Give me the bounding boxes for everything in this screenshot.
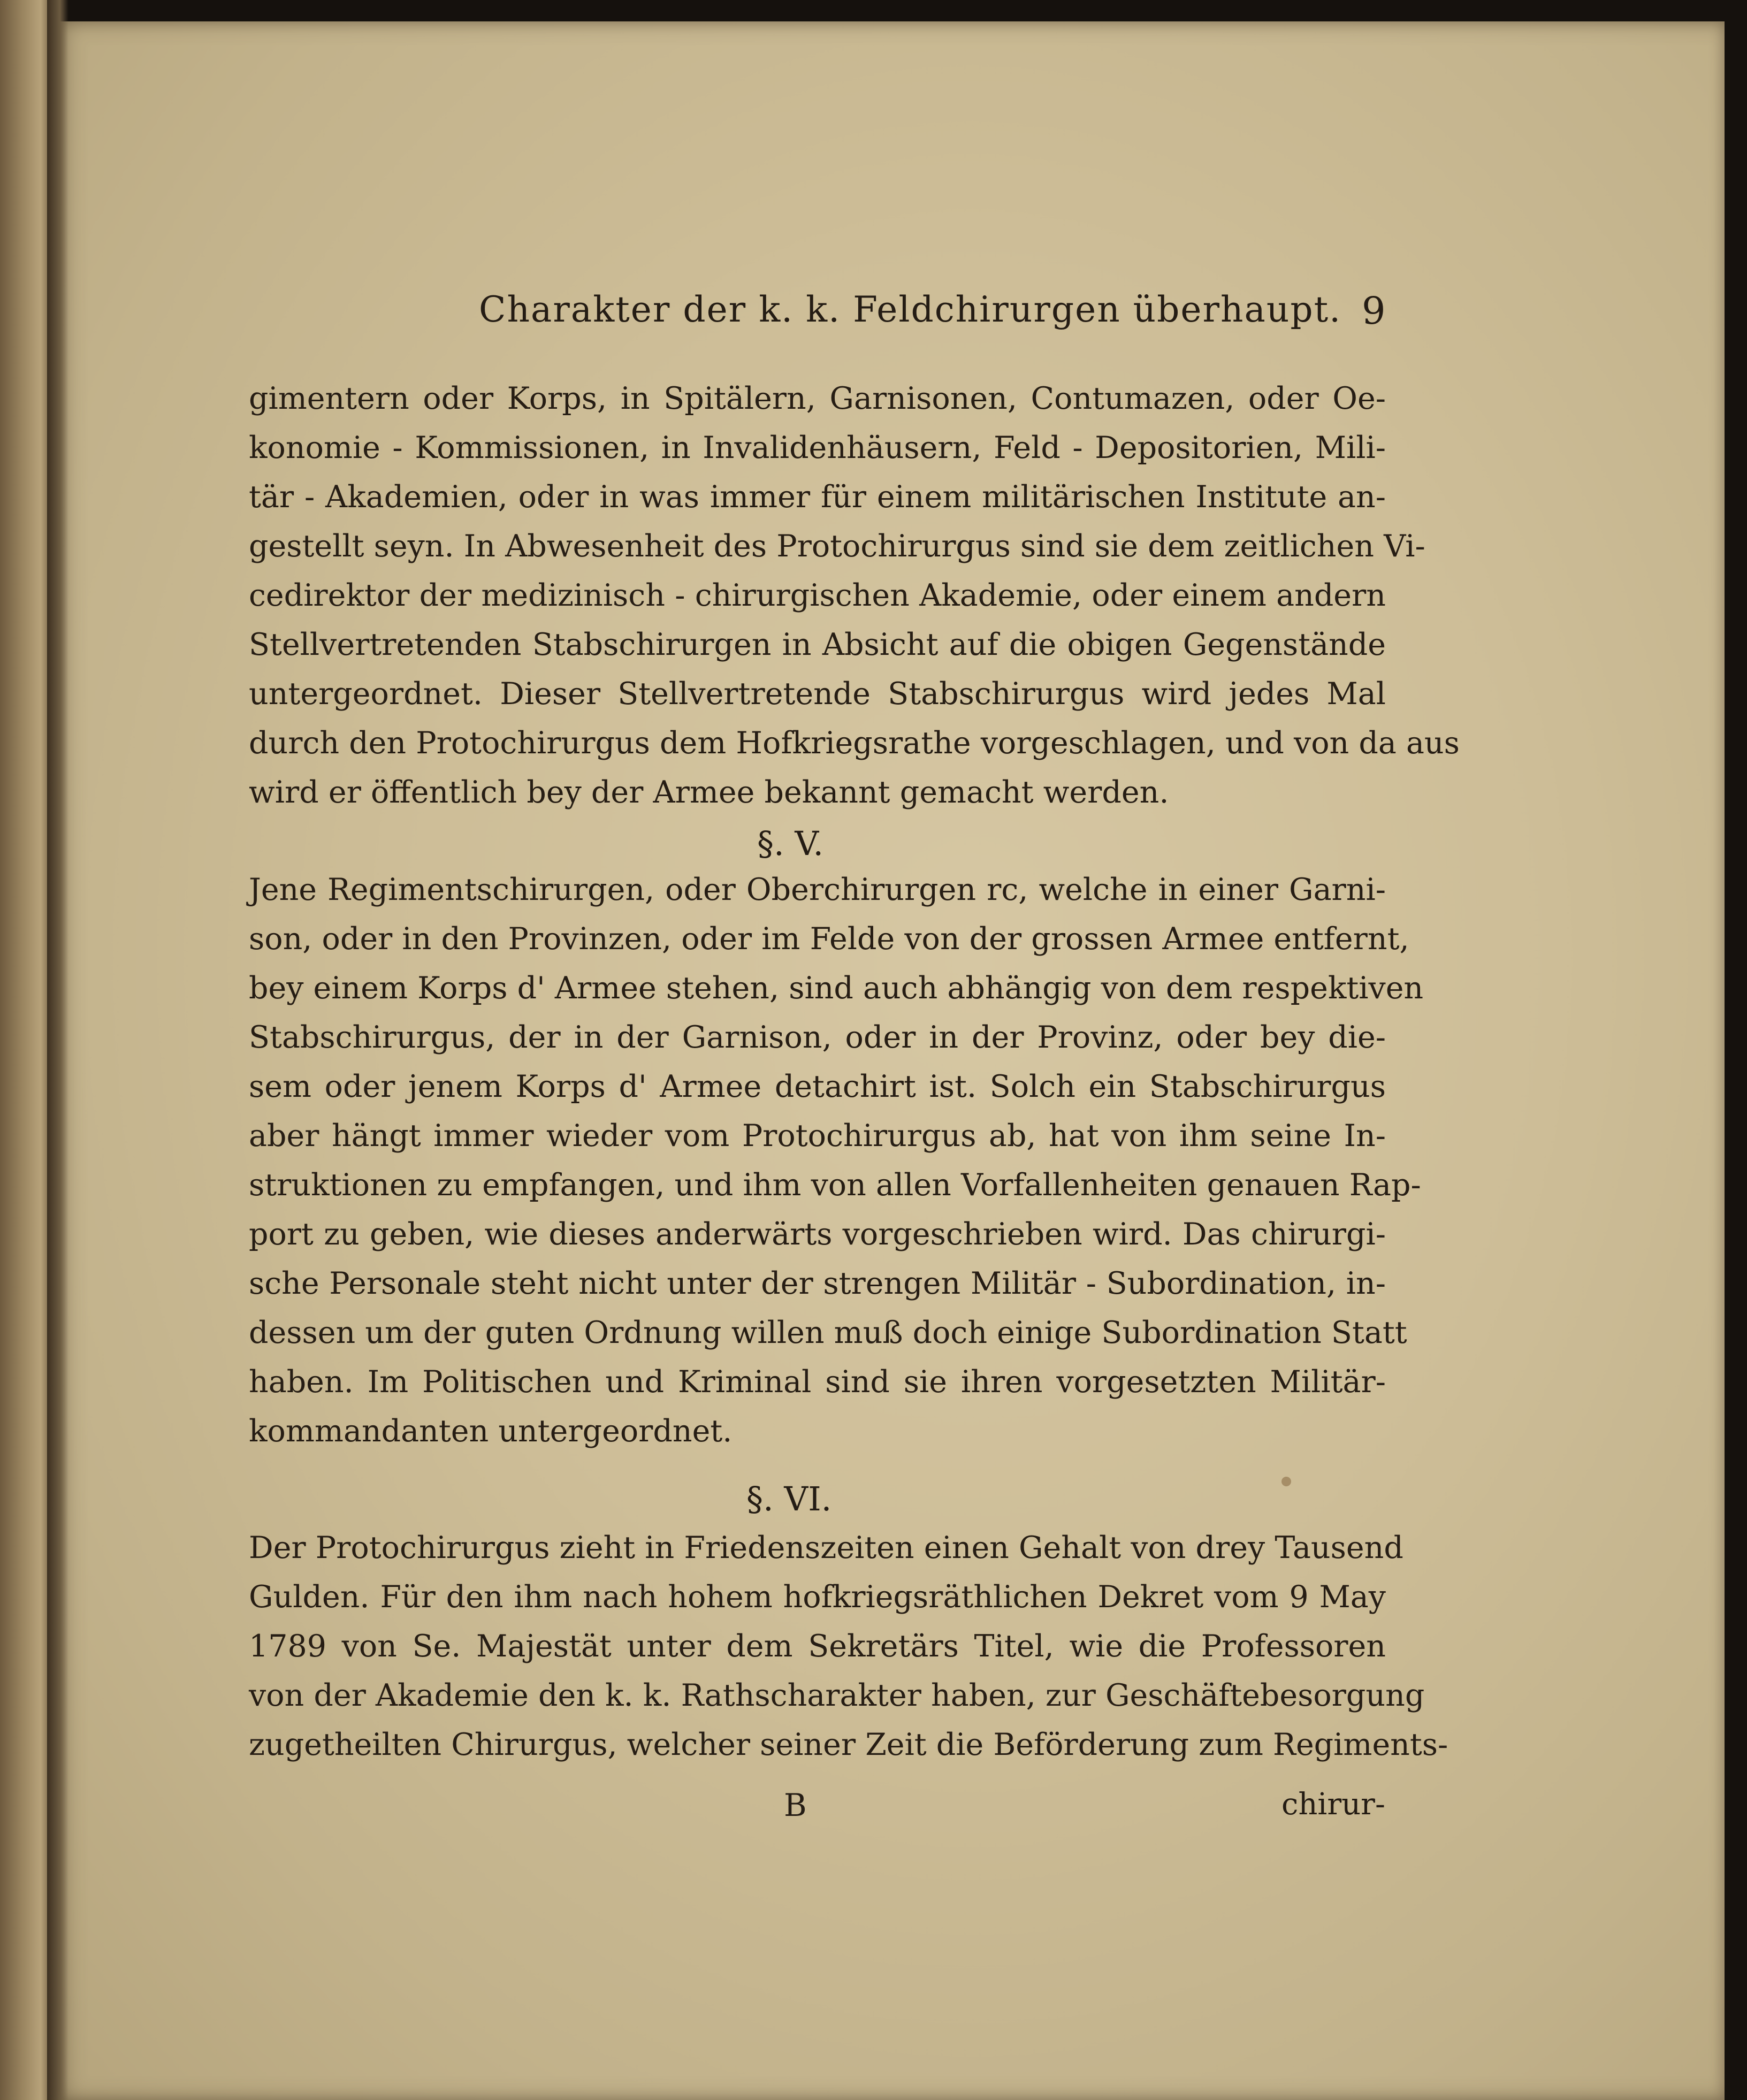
section-heading-vi: §. VI. (746, 1479, 832, 1518)
text-line: Stellvertretenden Stabschirurgen in Absicht auf die obigen Gegenstände (249, 627, 1386, 662)
text-line: durch den Protochirurgus dem Hofkriegsrathe vorgeschlagen, und von da aus (249, 726, 1460, 761)
text-line: tär - Akademien, oder in was immer für einem militärischen Institute an- (249, 479, 1386, 515)
text-line: wird er öffentlich bey der Armee bekannt gemacht werden. (249, 775, 1169, 810)
text-line: struktionen zu empfangen, und ihm von allen Vorfallenheiten genauen Rap- (249, 1167, 1421, 1203)
text-line: Gulden. Für den ihm nach hohem hofkriegsräthlichen Dekret vom 9 May (249, 1579, 1386, 1615)
text-line: zugetheilten Chirurgus, welcher seiner Zeit die Beförderung zum Regiments- (249, 1727, 1448, 1762)
text-line: cedirektor der medizinisch - chirurgischen Akademie, oder einem andern (249, 578, 1386, 613)
text-line: konomie - Kommissionen, in Invalidenhäusern, Feld - Depositorien, Mili- (249, 430, 1386, 465)
text-line: untergeordnet. Dieser Stellvertretende Stabschirurgus wird jedes Mal (249, 676, 1386, 712)
text-line: bey einem Korps d' Armee stehen, sind auch abhängig von dem respektiven (249, 971, 1424, 1006)
text-line: Der Protochirurgus zieht in Friedenszeiten einen Gehalt von drey Tausend (249, 1530, 1403, 1566)
section-heading-v: §. V. (757, 824, 824, 863)
catchword: chirur- (1281, 1787, 1385, 1822)
text-line: von der Akademie den k. k. Rathscharakter haben, zur Geschäftebesorgung (249, 1678, 1425, 1713)
foxing-spot (1281, 1477, 1291, 1486)
signature-mark: B (784, 1787, 807, 1823)
running-title: Charakter der k. k. Feldchirurgen überhaupt. (479, 289, 1342, 330)
facing-page-edge (0, 0, 51, 2100)
text-line: sem oder jenem Korps d' Armee detachirt ist. Solch ein Stabschirurgus (249, 1069, 1386, 1104)
page-number: 9 (1362, 289, 1386, 333)
text-line: port zu geben, wie dieses anderwärts vorgeschrieben wird. Das chirurgi- (249, 1217, 1386, 1252)
binding-gutter (47, 0, 68, 2100)
text-line: Stabschirurgus, der in der Garnison, oder in der Provinz, oder bey die- (249, 1020, 1386, 1055)
text-line: gestellt seyn. In Abwesenheit des Protochirurgus sind sie dem zeitlichen Vi- (249, 529, 1425, 564)
text-line: dessen um der guten Ordnung willen muß doch einige Subordination Statt (249, 1315, 1407, 1350)
text-line: haben. Im Politischen und Kriminal sind sie ihren vorgesetzten Militär- (249, 1364, 1386, 1400)
top-edge (51, 0, 1747, 21)
text-line: gimentern oder Korps, in Spitälern, Garnisonen, Contumazen, oder Oe- (249, 381, 1386, 416)
text-line: Jene Regimentschirurgen, oder Oberchirurgen rc, welche in einer Garni- (249, 872, 1386, 907)
text-line: sche Personale steht nicht unter der strengen Militär - Subordination, in- (249, 1266, 1386, 1301)
right-edge (1725, 0, 1747, 2100)
text-line: 1789 von Se. Majestät unter dem Sekretärs Titel, wie die Professoren (249, 1629, 1386, 1664)
text-line: kommandanten untergeordnet. (249, 1414, 733, 1449)
page-paper (51, 21, 1725, 2100)
text-line: aber hängt immer wieder vom Protochirurgus ab, hat von ihm seine In- (249, 1118, 1386, 1154)
text-line: son, oder in den Provinzen, oder im Felde von der grossen Armee entfernt, (249, 921, 1409, 957)
